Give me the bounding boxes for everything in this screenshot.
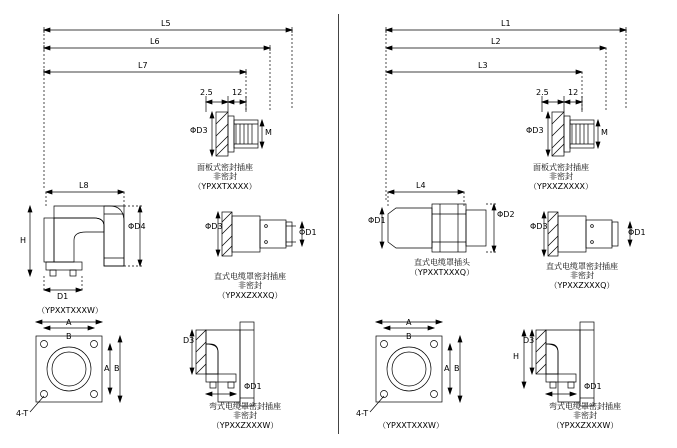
caption-part-left: 弯式电缆罩 — [209, 402, 249, 411]
dim-label-4T-left: 4-T — [16, 409, 29, 418]
caption-part-left: 直式电缆罩 — [214, 272, 254, 281]
dim-label-phiD3-right-panelmount: ΦD3 — [526, 126, 544, 135]
dim-label-B-right-v: B — [454, 364, 460, 373]
dim-label-L3: L3 — [478, 61, 488, 70]
dim-label-phiD1-right-angled: ΦD1 — [584, 382, 602, 391]
dim-label-2-5-right: 2.5 — [536, 88, 549, 97]
dim-label-L2: L2 — [491, 37, 501, 46]
dim-label-phiD1-right-plug: ΦD1 — [368, 216, 386, 225]
caption-panel-receptacle-right-line2: 非密封 — [549, 172, 573, 181]
dim-label-B-left-h: B — [66, 332, 72, 341]
caption-flange-right-code: （YPXXTXXXW） — [378, 421, 444, 430]
caption-angled-clamp-right-line2: 非密封 — [573, 411, 597, 420]
caption-part-mid: 密封 — [589, 402, 605, 411]
caption-part-left: 弯式电缆罩 — [549, 402, 589, 411]
dim-label-2-5-left: 2.5 — [200, 88, 213, 97]
caption-part-right: 插座 — [602, 262, 618, 271]
dim-label-phiD2: ΦD2 — [497, 210, 515, 219]
dim-label-L4: L4 — [416, 181, 426, 190]
dim-label-A-left-v: A — [104, 364, 110, 373]
dim-label-D3-right-angled: D3 — [523, 336, 535, 345]
dim-label-L7: L7 — [138, 61, 148, 70]
caption-plug-right: 直式电缆罩插头 — [414, 258, 470, 267]
caption-part-left: 面板式 — [197, 163, 221, 172]
caption-angled-clamp-left-code: （YPXXZXXXW） — [211, 421, 279, 430]
caption-plug-right-code: （YPXXTXXXQ） — [409, 268, 475, 277]
caption-part-right: 插座 — [573, 163, 589, 172]
dim-label-D1-left: D1 — [57, 292, 69, 301]
dim-label-B-right-h: B — [406, 332, 412, 341]
dim-label-phiD3-left-straight: ΦD3 — [205, 222, 223, 231]
dim-label-H-right-angled: H — [513, 352, 520, 361]
caption-straight-clamp-right-code: （YPXXZXXXQ） — [549, 281, 615, 290]
dim-label-M-left: M — [265, 128, 272, 137]
dim-label-A-left-h: A — [66, 318, 72, 327]
caption-straight-clamp-left-code: （YPXXZXXXQ） — [217, 291, 283, 300]
dim-label-A-right-v: A — [444, 364, 450, 373]
dim-label-L8: L8 — [79, 181, 89, 190]
dim-label-D3-left-angled: D3 — [183, 336, 195, 345]
caption-straight-clamp-right-line2: 非密封 — [570, 271, 594, 280]
dim-label-12-right: 12 — [568, 88, 579, 97]
dim-label-phiD3-right-straight: ΦD3 — [530, 222, 548, 231]
dim-label-phiD1-right-straight: ΦD1 — [628, 228, 646, 237]
dim-label-4T-right: 4-T — [356, 409, 369, 418]
caption-panel-receptacle-left-line2: 非密封 — [213, 172, 237, 181]
caption-part-mid: 密封 — [254, 272, 270, 281]
caption-angled-clamp-left-line2: 非密封 — [233, 411, 257, 420]
dim-label-L1: L1 — [501, 19, 511, 28]
dim-label-phiD4: ΦD4 — [128, 222, 146, 231]
caption-part-mid: 密封 — [249, 402, 265, 411]
caption-panel-receptacle-right-code: （YPXXZXXXX） — [528, 182, 594, 191]
caption-part-mid: 密封 — [586, 262, 602, 271]
caption-part-mid: 密封 — [557, 163, 573, 172]
dim-label-phiD1-left-angled: ΦD1 — [244, 382, 262, 391]
caption-right-angle-code: （YPXXTXXXW） — [37, 306, 103, 315]
caption-part-right: 插座 — [265, 402, 281, 411]
dim-label-B-left-v: B — [114, 364, 120, 373]
dim-label-phiD3-left-panelmount: ΦD3 — [190, 126, 208, 135]
dim-label-L5: L5 — [161, 19, 171, 28]
caption-straight-clamp-left-line2: 非密封 — [238, 281, 262, 290]
dim-label-H-left: H — [20, 236, 27, 245]
caption-angled-clamp-right-code: （YPXXZXXXW） — [551, 421, 619, 430]
caption-part-right: 插座 — [605, 402, 621, 411]
dim-label-12-left: 12 — [232, 88, 243, 97]
dim-label-phiD1-left-straight: ΦD1 — [299, 228, 317, 237]
caption-panel-receptacle-left-code: （YPXXTXXXX） — [193, 182, 257, 191]
dim-label-L6: L6 — [150, 37, 160, 46]
caption-part-right: 插座 — [270, 272, 286, 281]
caption-part-left: 面板式 — [533, 163, 557, 172]
caption-part-right: 插座 — [237, 163, 253, 172]
dim-label-M-right: M — [601, 128, 608, 137]
caption-part-left: 直式电缆罩 — [546, 262, 586, 271]
dim-label-A-right-h: A — [406, 318, 412, 327]
caption-part-mid: 密封 — [221, 163, 237, 172]
